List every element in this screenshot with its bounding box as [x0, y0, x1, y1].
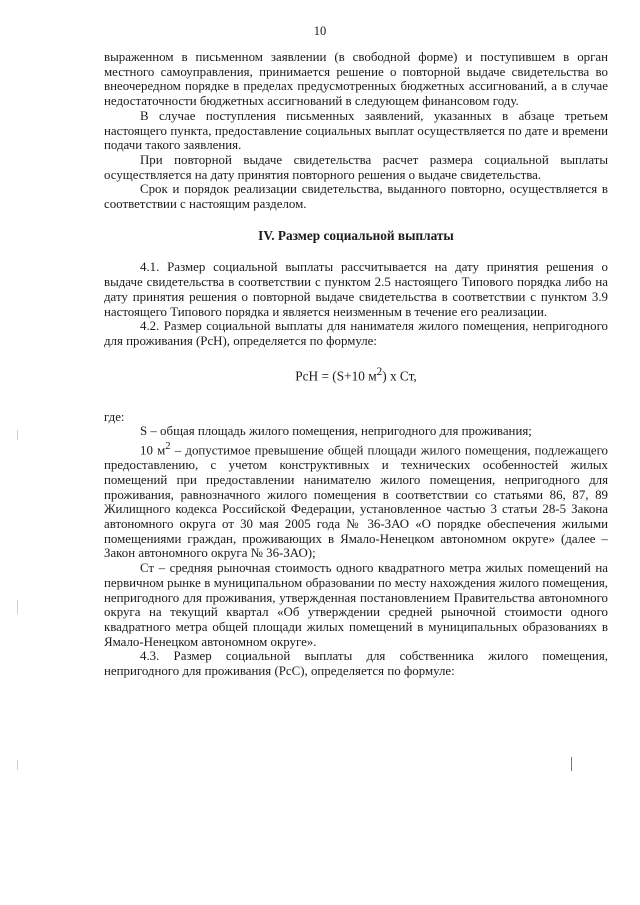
definition-10-m2-superscript: 2 — [165, 440, 171, 453]
paragraph-4-1: 4.1. Размер социальной выплаты рассчитывается на дату принятия решения о выдаче свидетельства в соответствии с пунктом 2.5 настоящего Типового порядка либо на дату принятия решения о повторной выдаче свидетельства в соответствии с пунктом 3.9 настоящего Типового порядка и является неизменным в течение его реализации. — [104, 260, 608, 319]
scan-speck — [17, 600, 18, 614]
scan-speck — [17, 760, 18, 770]
definition-st: Ст – средняя рыночная стоимость одного квадратного метра жилых помещений на первичном рынке в муниципальном образовании по месту нахождения жилого помещения, непригодного для проживания, утвержденная постановлением Правительства автономного округа на текущий квартал «Об утверждении средней рыночной стоимости одного квадратного метра общей площади жилых помещений в муниципальных образованиях в Ямало-Ненецком автономном округе». — [104, 561, 608, 649]
page-number: 10 — [313, 24, 327, 38]
paragraph-continuation: выраженном в письменном заявлении (в свободной форме) и поступившем в орган местного самоуправления, принимается решение о повторной выдаче свидетельства во внеочередном порядке в пределах предусмотренных бюджетных ассигнований, а в случае недостаточности бюджетных ассигнований в следующем финансовом году. — [104, 50, 608, 109]
section-heading: IV. Размер социальной выплаты — [258, 227, 454, 243]
definition-10-m2 — [104, 439, 608, 561]
margin-mark — [571, 757, 572, 771]
paragraph-reissue-calculation: При повторной выдаче свидетельства расчет размера социальной выплаты осуществляется на дату принятия повторного решения о выдаче свидетельства. — [104, 152, 608, 182]
scan-speck — [17, 430, 18, 440]
definition-s: S – общая площадь жилого помещения, непригодного для проживания; — [140, 424, 532, 439]
document-body — [104, 50, 608, 679]
paragraph-written-applications: В случае поступления письменных заявлений, указанных в абзаце третьем настоящего пункта, предоставление социальных выплат осуществляется по дате и времени подачи такого заявления. — [104, 108, 608, 153]
paragraph-4-3: 4.3. Размер социальной выплаты для собственника жилого помещения, непригодного для проживания (РсС), определяется по формуле: — [104, 649, 608, 679]
paragraph-4-2: 4.2. Размер социальной выплаты для нанимателя жилого помещения, непригодного для проживания (РсН), определяется по формуле: — [104, 319, 608, 348]
where-label: где: — [104, 409, 125, 424]
formula-rsn — [104, 365, 608, 384]
formula-right: ) х Ст, — [382, 368, 417, 384]
paragraph-reissue-term: Срок и порядок реализации свидетельства, выданного повторно, осуществляется в соответствии с настоящим разделом. — [104, 182, 608, 212]
definition-10-m2-prefix: 10 м — [140, 443, 166, 458]
formula-superscript: 2 — [376, 365, 383, 378]
formula-left: РсН = (S+10 м — [295, 368, 377, 384]
definition-10-m2-text: – допустимое превышение общей площади жилого помещения, подлежащего предоставлению, с учетом конструктивных и технических особенностей жилых помещений при предоставлении нанимателю жилого помещения, непригодного для проживания, равнозначного жилого помещения в соответствии со статьями 86, 87, 89 Жилищного кодекса Российской Федерации, установленное частью 3 статьи 28-5 Закона автономного округа от 30 мая 2005 года № 36-ЗАО «О порядке обеспечения жилыми помещениями граждан, проживающих в Ямало-Ненецком автономном округе» (далее – Закон автономного округа № 36-ЗАО); — [104, 443, 608, 561]
